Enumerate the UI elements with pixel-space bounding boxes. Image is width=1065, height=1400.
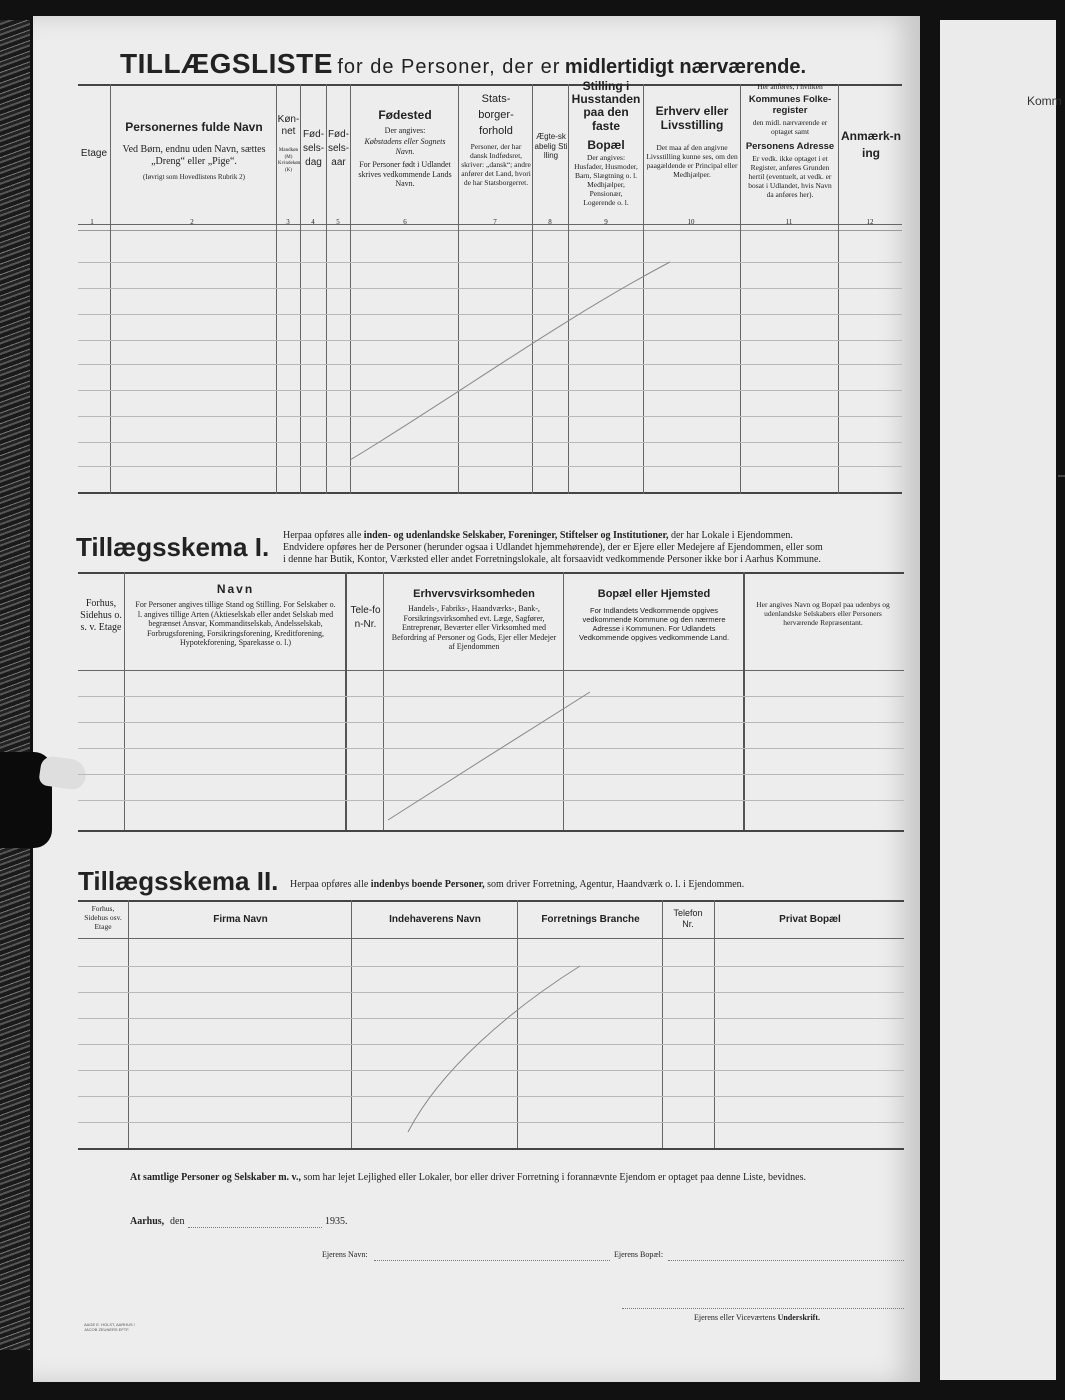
skema1-col-residence-sub: For Indlandets Vedkommende opgives vedkommende Kommune og den nærmere Adresse i Kommunen. For Udlandets Vedkommende opgives vedkommende Land. — [578, 606, 730, 642]
col-num-6: 6 — [403, 218, 407, 226]
col-household-header: Stilling i Husstanden paa den faste — [571, 79, 641, 133]
col-household-sub: Der angives: Husfader, Husmoder, Barn, Slægtning o. l. Medhjælper, Pensionær, Logerende o. l. — [574, 153, 638, 207]
col-num-3: 3 — [286, 218, 290, 226]
skema2-col-address: Privat Bopæl — [779, 914, 841, 925]
skema2-col-owner: Indehaverens Navn — [389, 914, 481, 925]
col-name-header: Personernes fulde Navn — [125, 120, 263, 134]
skema2-intro-b: indenbys boende Personer, — [370, 879, 485, 890]
next-page-text: Komm — [1027, 94, 1062, 108]
col-num-4: 4 — [311, 218, 315, 226]
col-occupation-header: Erhverv eller Livsstilling — [655, 104, 729, 133]
col-sex-sub: Mandkøn (M) Kvindekøn (K) — [278, 148, 301, 173]
skema1-col-residence: Bopæl eller Hjemsted — [597, 588, 711, 600]
owner-name-field[interactable] — [374, 1260, 610, 1261]
skema2-intro-c: som driver Forretning, Agentur, Haandværk o. l. i Ejendommen. — [487, 879, 745, 890]
skema1-intro-a: Herpaa opføres alle — [283, 530, 362, 541]
date-field[interactable] — [188, 1227, 322, 1228]
owner-address-field[interactable] — [668, 1260, 904, 1261]
col-occupation-sub: Det maa af den angivne Livsstilling kunne ses, om den paagældende er Principal eller Medhjælper. — [646, 143, 738, 179]
skema2-col-firm: Firma Navn — [213, 914, 268, 925]
col-etage-header: Etage — [80, 148, 108, 159]
col-sex-header: Køn-net — [277, 114, 300, 137]
skema1-intro-line2: Endvidere opføres her de Personer (herunder ogsaa i Udlandet hjemmehørende), der er Ejere eller Medejere af Ejendommen, eller som — [283, 542, 823, 553]
col-num-1: 1 — [90, 218, 94, 226]
col-name-note: (Iøvrigt som Hovedlistens Rubrik 2) — [143, 173, 245, 181]
col-birthplace-header: Fødested — [378, 108, 432, 122]
col-num-7: 7 — [493, 218, 497, 226]
cancel-stroke-skema1 — [388, 692, 590, 820]
title-rest: for de Personer, der er — [337, 56, 561, 78]
cancel-stroke-main — [350, 262, 670, 460]
skema1-col-business-sub: Handels-, Fabriks-, Haandværks-, Bank-, Forsikringsvirksomhed evt. Læge, Sagfører, Entreprenør, Beværter eller Virksomhed med Befordring af Personer og Gods, Ejer eller Medejer af Ejendommen — [391, 604, 557, 652]
col-citizenship-sub: Personer, der har dansk Indfødsret, skriver: „dansk“; andre anfører det Land, hvori de har Statsborgerret. — [461, 142, 531, 187]
footer-statement — [130, 1172, 806, 1183]
signature-field[interactable] — [622, 1308, 904, 1309]
col-birthplace-sub3: For Personer født i Udlandet skrives vedkommende Lands Navn. — [358, 160, 452, 189]
footer-place: Aarhus, — [130, 1216, 165, 1227]
skema1-intro-c: der har Lokale i Ejendommen. — [670, 530, 793, 541]
footer-statement-rest: som har lejet Lejlighed eller Lokaler, bor eller driver Forretning i forannævnte Ejendom er optaget paa denne Liste, bevidnes. — [303, 1172, 806, 1183]
title-main: TILLÆGSLISTE — [120, 48, 333, 79]
signature-bold: Underskrift. — [777, 1313, 821, 1322]
owner-address-label: Ejerens Bopæl: — [614, 1250, 664, 1259]
skema1-col-phone: Tele-fon-Nr. — [350, 605, 381, 630]
skema2-col-branch: Forretnings Branche — [541, 914, 640, 925]
col-marital-header: Ægte-skabelig Stilling — [534, 132, 568, 161]
col-birthday-header: Fød-sels-dag — [302, 129, 325, 168]
skema1-title: Tillægsskema I. — [76, 532, 270, 562]
signature-label — [694, 1313, 820, 1322]
col-num-10: 10 — [687, 218, 695, 226]
printer-imprint: AAGE E. HOLST, AARHUS / JACOB ZEUNERS EFTF. — [84, 1322, 135, 1332]
col-citizenship-header: Stats-borger-forhold — [478, 93, 514, 137]
col-registry-header: Kommunes Folke-register — [748, 94, 832, 117]
skema1-col-name: Navn — [216, 582, 255, 596]
col-registry-sub2: Er vedk. ikke optaget i et Register, anføres Grunden hertil (eventuelt, at vedk. er bosat i Udlandet, hvis Navn da anføres her). — [748, 154, 832, 199]
skema2-col-etage: Forhus, Sidehus osv. Etage — [84, 904, 122, 931]
col-num-11: 11 — [785, 218, 793, 226]
col-num-2: 2 — [190, 218, 194, 226]
skema2-intro-a: Herpaa opføres alle — [290, 879, 369, 890]
col-num-5: 5 — [336, 218, 340, 226]
skema1-col-business: Erhvervsvirksomheden — [413, 588, 535, 600]
footer-statement-bold: At samtlige Personer og Selskaber m. v., — [130, 1172, 302, 1183]
col-name-sub: Ved Børn, endnu uden Navn, sættes „Dreng“ eller „Pige“. — [122, 144, 266, 167]
footer-year: 1935. — [325, 1216, 348, 1227]
skema1-col-representative: Her angives Navn og Bopæl paa udenbys og udenlandske Selskabers eller Personers herværende Repræsentant. — [756, 600, 890, 627]
col-registry-address: Personens Adresse — [745, 141, 835, 152]
owner-name-label: Ejerens Navn: — [322, 1250, 368, 1259]
skema1-col-etage: Forhus, Sidehus o. s. v. Etage — [80, 598, 122, 633]
col-num-9: 9 — [604, 218, 608, 226]
skema1-intro-b: inden- og udenlandske Selskaber, Foreninger, Stiftelser og Institutioner, — [363, 530, 669, 541]
skema1-intro-line3: i denne har Butik, Kontor, Værksted eller andet Forretningslokale, alt forsaavidt vedkommende Personer ikke bor i Aarhus Kommune. — [283, 554, 821, 565]
col-num-12: 12 — [866, 218, 874, 226]
col-num-8: 8 — [548, 218, 552, 226]
signature-text: Ejerens eller Viceværtens — [694, 1313, 776, 1322]
col-birthyear-header: Fød-sels-aar — [327, 129, 350, 168]
skema1-col-name-sub: For Personer angives tillige Stand og Stilling. For Selskaber o. l. angives tillige Arten (Aktieselskab eller andet Selskab med begrænset Ansvar, Kommanditselskab, Andelsselskab, Forbrugsforening, Forsikringsforening, Kreditforening, Hypotekforening, Sparekasse o. l.) — [135, 600, 336, 648]
skema2-title: Tillægsskema II. — [78, 866, 279, 896]
col-registry-sub1: den midl. nærværende er optaget samt — [752, 118, 828, 136]
col-household-bopael: Bopæl — [587, 138, 625, 152]
col-birthplace-sub1: Der angives: — [384, 126, 426, 135]
col-remarks-header: Anmærk-ning — [840, 129, 901, 160]
footer-den: den — [170, 1216, 185, 1227]
col-birthplace-sub2: Købstadens eller Sognets Navn. — [364, 137, 446, 156]
col-registry-top: Her anføres, i hvilken — [757, 82, 823, 91]
skema2-col-phone: Telefon Nr. — [673, 908, 703, 929]
cancel-stroke-skema2 — [408, 966, 580, 1132]
title-bold-end: midlertidigt nærværende. — [564, 56, 807, 78]
